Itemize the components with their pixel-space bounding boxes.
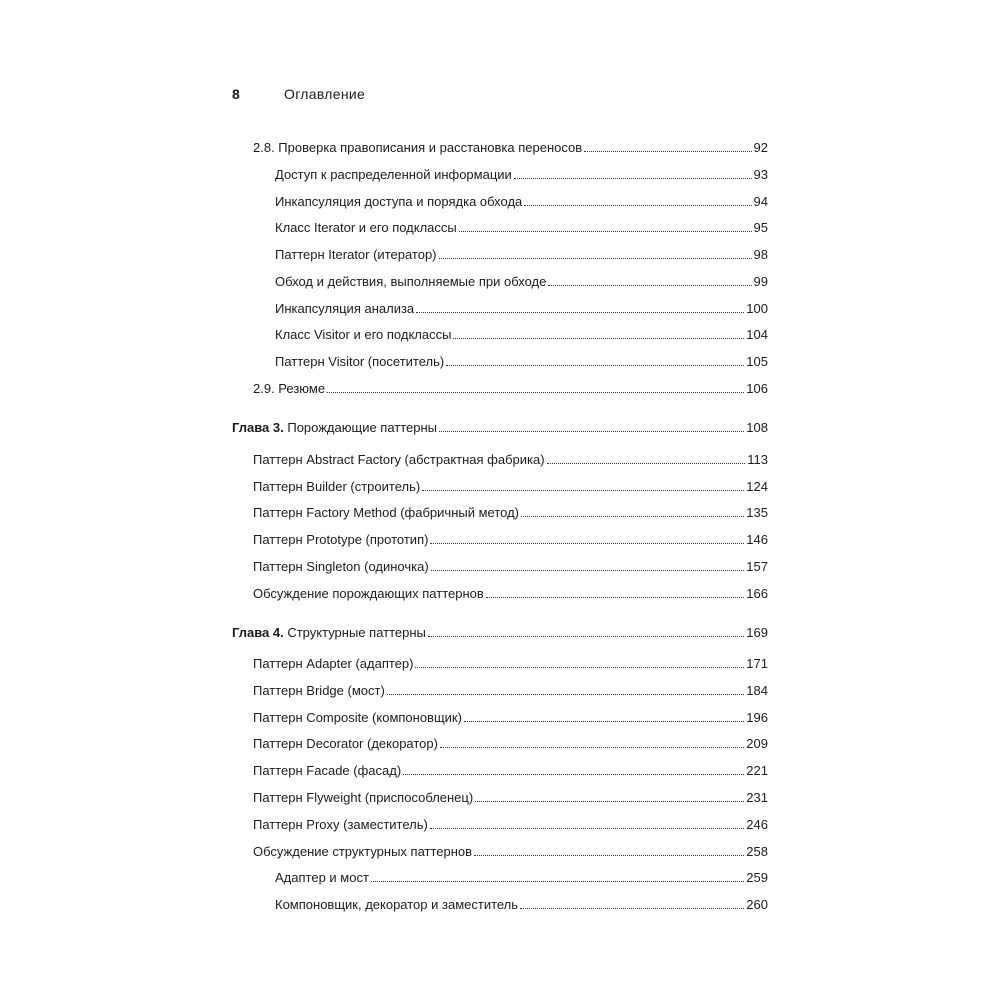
leader-dots	[548, 285, 751, 286]
toc-page-number: 108	[746, 420, 768, 435]
toc-title: Компоновщик, декоратор и заместитель	[275, 897, 519, 912]
toc-page-number: 113	[747, 452, 768, 467]
toc-entry-section	[253, 683, 768, 699]
toc-title: Паттерн Iterator (итератор)	[275, 247, 437, 262]
toc-title: Паттерн Flyweight (приспособленец)	[253, 790, 474, 805]
leader-dots	[415, 667, 744, 668]
toc-title: Паттерн Decorator (декоратор)	[253, 736, 438, 751]
toc-page-number: 94	[753, 194, 768, 209]
toc-title: Паттерн Prototype (прототип)	[253, 532, 429, 547]
toc-page-number: 221	[746, 763, 768, 778]
toc-page-number: 106	[746, 381, 768, 396]
toc-entry-subsection	[275, 327, 768, 343]
toc-entry-section	[253, 140, 768, 156]
toc-page-number: 93	[753, 167, 768, 182]
toc-entry-section	[253, 452, 768, 468]
toc-entry-subsection	[275, 220, 768, 236]
toc-entry-subsection	[275, 870, 768, 886]
toc-entry-subsection	[275, 301, 768, 317]
toc-page-number: 196	[746, 710, 768, 725]
page-number: 8	[232, 86, 240, 102]
toc-page-number: 104	[746, 327, 768, 342]
leader-dots	[464, 721, 744, 722]
toc-page-number: 259	[746, 870, 768, 885]
leader-dots	[520, 908, 744, 909]
toc-page-number: 260	[746, 897, 768, 912]
toc-page-number: 184	[746, 683, 768, 698]
toc-entry-section	[253, 710, 768, 726]
toc-title: Обсуждение структурных паттернов	[253, 844, 473, 859]
toc-entry-chapter	[232, 625, 768, 641]
toc-title: Порождающие паттерны	[287, 420, 438, 435]
toc-title: Паттерн Builder (строитель)	[253, 479, 421, 494]
leader-dots	[453, 338, 744, 339]
toc-title: Паттерн Composite (компоновщик)	[253, 710, 462, 725]
leader-dots	[430, 828, 744, 829]
chapter-label: Глава 3.	[232, 420, 284, 435]
toc-entry-section	[253, 381, 768, 397]
toc-entry-section	[253, 586, 768, 602]
toc-entry-chapter	[232, 420, 768, 436]
toc-entry-section	[253, 817, 768, 833]
toc-title: Обсуждение порождающих паттернов	[253, 586, 484, 601]
leader-dots	[371, 881, 744, 882]
toc-page-number: 146	[746, 532, 768, 547]
toc-page-number: 99	[753, 274, 768, 289]
toc-page-number: 209	[746, 736, 768, 751]
toc-page-number: 95	[753, 220, 768, 235]
toc-title: 2.8. Проверка правописания и расстановка переносов	[253, 140, 583, 155]
toc-entry-subsection	[275, 897, 768, 913]
toc-page-number: 124	[746, 479, 768, 494]
toc-entry-section	[253, 505, 768, 521]
toc-entry-subsection	[275, 167, 768, 183]
toc-title: Паттерн Facade (фасад)	[253, 763, 402, 778]
toc-page-number: 105	[746, 354, 768, 369]
toc-title: Паттерн Bridge (мост)	[253, 683, 385, 698]
leader-dots	[475, 801, 744, 802]
leader-dots	[431, 570, 745, 571]
leader-dots	[428, 636, 744, 637]
leader-dots	[474, 855, 744, 856]
running-title: Оглавление	[284, 86, 366, 102]
toc-page-number: 92	[753, 140, 768, 155]
toc-entry-section	[253, 736, 768, 752]
toc-page-number: 157	[746, 559, 768, 574]
toc-page-number: 135	[746, 505, 768, 520]
leader-dots	[446, 365, 744, 366]
toc-entry-subsection	[275, 194, 768, 210]
toc-entry-section	[253, 656, 768, 672]
toc-title: Паттерн Abstract Factory (абстрактная фабрика)	[253, 452, 545, 467]
toc-page-number: 246	[746, 817, 768, 832]
toc-page-number: 166	[746, 586, 768, 601]
toc-title: Паттерн Proxy (заместитель)	[253, 817, 428, 832]
toc-title: Структурные паттерны	[287, 625, 426, 640]
toc-title: Адаптер и мост	[275, 870, 369, 885]
toc-entry-section	[253, 479, 768, 495]
leader-dots	[439, 258, 752, 259]
leader-dots	[430, 543, 744, 544]
leader-dots	[403, 774, 744, 775]
toc-title: 2.9. Резюме	[253, 381, 326, 396]
toc-title: Инкапсуляция доступа и порядка обхода	[275, 194, 523, 209]
leader-dots	[416, 312, 744, 313]
toc-title: Паттерн Singleton (одиночка)	[253, 559, 429, 574]
toc-entry-section	[253, 532, 768, 548]
leader-dots	[439, 431, 744, 432]
toc-page-number: 98	[753, 247, 768, 262]
toc-entry-subsection	[275, 274, 768, 290]
toc-entry-section	[253, 790, 768, 806]
toc-page-number: 231	[746, 790, 768, 805]
toc-title: Инкапсуляция анализа	[275, 301, 415, 316]
leader-dots	[521, 516, 744, 517]
toc-title: Класс Visitor и его подклассы	[275, 327, 452, 342]
leader-dots	[327, 392, 744, 393]
toc-title: Класс Iterator и его подклассы	[275, 220, 457, 235]
toc-entry-subsection	[275, 354, 768, 370]
toc-title: Обход и действия, выполняемые при обходе	[275, 274, 547, 289]
toc-title: Паттерн Factory Method (фабричный метод)	[253, 505, 519, 520]
leader-dots	[547, 463, 746, 464]
toc-page-number: 100	[746, 301, 768, 316]
running-header	[232, 86, 365, 102]
toc-title: Доступ к распределенной информации	[275, 167, 512, 182]
toc-entry-section	[253, 559, 768, 575]
leader-dots	[486, 597, 745, 598]
toc-entry-section	[253, 844, 768, 860]
leader-dots	[524, 205, 751, 206]
toc-page-number: 258	[746, 844, 768, 859]
leader-dots	[440, 747, 744, 748]
leader-dots	[514, 178, 752, 179]
toc-page-number: 169	[746, 625, 768, 640]
chapter-label: Глава 4.	[232, 625, 284, 640]
toc-entry-subsection	[275, 247, 768, 263]
leader-dots	[422, 490, 744, 491]
leader-dots	[459, 231, 752, 232]
leader-dots	[584, 151, 751, 152]
toc-title: Паттерн Visitor (посетитель)	[275, 354, 445, 369]
toc-page-number: 171	[746, 656, 768, 671]
leader-dots	[387, 694, 745, 695]
toc-title: Паттерн Adapter (адаптер)	[253, 656, 414, 671]
toc-entry-section	[253, 763, 768, 779]
